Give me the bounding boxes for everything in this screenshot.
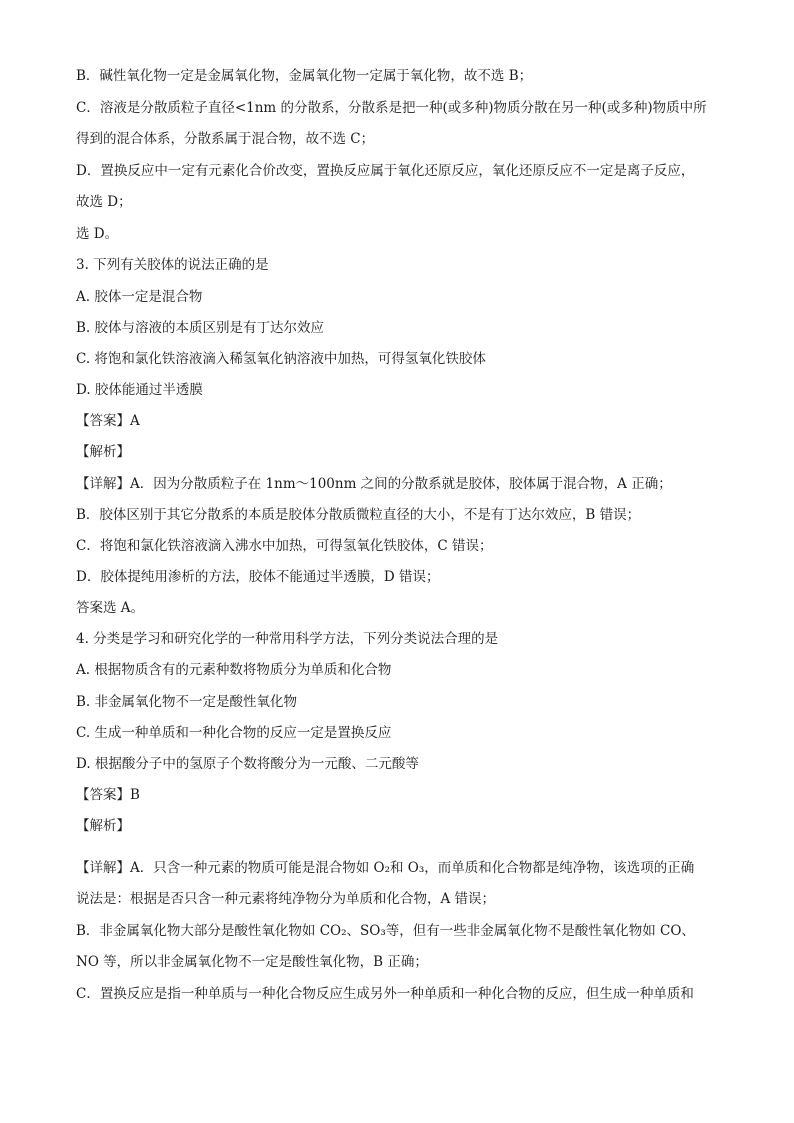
q3-option-d: D. 胶体能通过半透膜 bbox=[76, 382, 203, 398]
q4-detail-a-line2: 说法是：根据是否只含一种元素将纯净物分为单质和化合物，A 错误； bbox=[76, 891, 496, 907]
q3-stem: 3. 下列有关胶体的说法正确的是 bbox=[76, 257, 269, 273]
q4-option-a: A. 根据物质含有的元素种数将物质分为单质和化合物 bbox=[76, 662, 392, 678]
q2-analysis-c-line1: C．溶液是分散质粒子直径<1nm 的分散系，分散系是把一种(或多种)物质分散在另一种(或多种)物质中所 bbox=[76, 100, 707, 116]
q3-answer: 【答案】A bbox=[76, 413, 140, 429]
q3-analysis-label: 【解析】 bbox=[76, 444, 130, 460]
q4-option-c: C. 生成一种单质和一种化合物的反应一定是置换反应 bbox=[76, 725, 392, 741]
q4-detail-b-line1: B．非金属氧化物大部分是酸性氧化物如 CO₂、SO₃等，但有一些非金属氧化物不是酸性氧化物如 CO、 bbox=[76, 923, 695, 939]
q2-analysis-d-line1: D．置换反应中一定有元素化合价改变，置换反应属于氧化还原反应，氧化还原反应不一定是离子反应， bbox=[76, 163, 695, 179]
q3-detail-b: B．胶体区别于其它分散系的本质是胶体分散质微粒直径的大小，不是有丁达尔效应，B 错误； bbox=[76, 507, 641, 523]
q4-option-d: D. 根据酸分子中的氢原子个数将酸分为一元酸、二元酸等 bbox=[76, 756, 419, 772]
q3-conclusion: 答案选 A。 bbox=[76, 600, 145, 616]
q2-analysis-d-line2: 故选 D； bbox=[76, 194, 132, 210]
q4-answer: 【答案】B bbox=[76, 787, 140, 803]
q4-detail-c-line1: C．置换反应是指一种单质与一种化合物反应生成另外一种单质和一种化合物的反应，但生成一种单质和 bbox=[76, 986, 694, 1002]
q3-detail-a: 【详解】A．因为分散质粒子在 1nm～100nm 之间的分散系就是胶体，胶体属于混合物，A 正确； bbox=[76, 476, 672, 492]
q3-option-b: B. 胶体与溶液的本质区别是有丁达尔效应 bbox=[76, 320, 325, 336]
q2-analysis-b: B．碱性氧化物一定是金属氧化物，金属氧化物一定属于氧化物，故不选 B； bbox=[76, 68, 533, 84]
q3-detail-d: D．胶体提纯用渗析的方法，胶体不能通过半透膜，D 错误； bbox=[76, 569, 440, 585]
q4-option-b: B. 非金属氧化物不一定是酸性氧化物 bbox=[76, 694, 298, 710]
q3-option-c: C. 将饱和氯化铁溶液滴入稀氢氧化钠溶液中加热，可得氢氧化铁胶体 bbox=[76, 351, 486, 367]
q4-stem: 4. 分类是学习和研究化学的一种常用科学方法，下列分类说法合理的是 bbox=[76, 631, 499, 647]
q2-analysis-c-line2: 得到的混合体系，分散系属于混合物，故不选 C； bbox=[76, 131, 375, 147]
q2-conclusion: 选 D。 bbox=[76, 226, 119, 242]
q3-option-a: A. 胶体一定是混合物 bbox=[76, 289, 203, 305]
q4-detail-a-line1: 【详解】A．只含一种元素的物质可能是混合物如 O₂和 O₃，而单质和化合物都是纯净物，该选项的正确 bbox=[76, 860, 695, 876]
q4-analysis-label: 【解析】 bbox=[76, 818, 130, 834]
q3-detail-c: C．将饱和氯化铁溶液滴入沸水中加热，可得氢氧化铁胶体，C 错误； bbox=[76, 538, 493, 554]
q4-detail-b-line2: NO 等，所以非金属氧化物不一定是酸性氧化物，B 正确； bbox=[76, 954, 428, 970]
